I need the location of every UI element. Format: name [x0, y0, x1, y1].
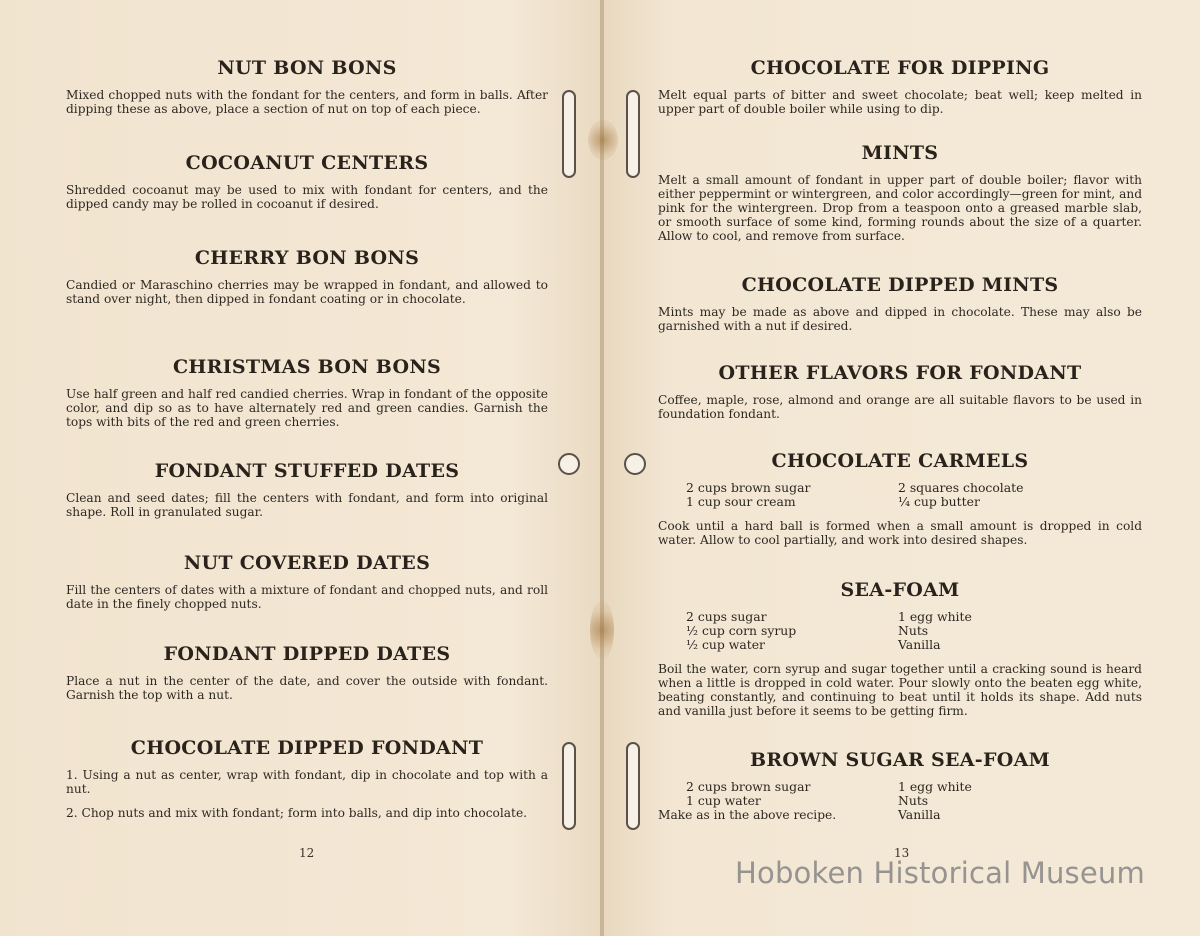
recipe-text: Mixed chopped nuts with the fondant for the centers, and form in balls. After dipping these as above, place a section of nut on top of each piece.: [66, 88, 548, 116]
ingredient: 2 squares chocolate: [898, 480, 1024, 495]
recipe-title: NUT COVERED DATES: [183, 552, 431, 574]
recipe-text: Fill the centers of dates with a mixture of fondant and chopped nuts, and roll date in the finely chopped nuts.: [66, 583, 548, 611]
watermark: Hoboken Historical Museum: [735, 856, 1145, 890]
recipe-title: CHERRY BON BONS: [194, 247, 420, 269]
page-number: 12: [299, 846, 315, 860]
recipe-chocolate-dipped-fondant: [66, 736, 548, 820]
recipe-nut-bon-bons: [66, 56, 548, 116]
recipe-title: SEA-FOAM: [840, 579, 960, 601]
recipe-cherry-bon-bons: [66, 246, 548, 306]
recipe-title: FONDANT DIPPED DATES: [163, 643, 451, 665]
recipe-sea-foam: [658, 578, 1142, 718]
binding-hole-icon: [626, 742, 640, 830]
recipe-chocolate-carmels: [658, 449, 1142, 547]
recipe-fondant-stuffed-dates: [66, 459, 548, 519]
recipe-chocolate-dipped-mints: [658, 273, 1142, 333]
page-number: 13: [894, 846, 910, 860]
binding-hole-icon: [562, 90, 576, 178]
binding-hole-icon: [624, 453, 646, 475]
recipe-mints: [658, 141, 1142, 243]
recipe-text: Boil the water, corn syrup and sugar together until a cracking sound is heard when a little is dropped in cold water. Pour slowly onto the beaten egg white, beating constantly, and continuing to beat until it holds its shape. Add nuts and vanilla just before it seems to be getting firm.: [658, 662, 1142, 718]
ingredient-list: [658, 610, 1142, 652]
recipe-text: Melt equal parts of bitter and sweet chocolate; beat well; keep melted in upper part of double boiler while using to dip.: [658, 88, 1142, 116]
ingredient: 1 cup water: [686, 793, 761, 808]
ingredient: Vanilla: [898, 807, 941, 822]
recipe-title: CHOCOLATE DIPPED MINTS: [741, 274, 1059, 296]
recipe-text: Shredded cocoanut may be used to mix with fondant for centers, and the dipped candy may be rolled in cocoanut if desired.: [66, 183, 548, 211]
recipe-text: Place a nut in the center of the date, and cover the outside with fondant. Garnish the top with a nut.: [66, 674, 548, 702]
recipe-fondant-dipped-dates: [66, 642, 548, 702]
recipe-text: 2. Chop nuts and mix with fondant; form into balls, and dip into chocolate.: [66, 806, 528, 820]
ingredient: 1 egg white: [898, 779, 972, 794]
recipe-title: OTHER FLAVORS FOR FONDANT: [718, 362, 1082, 384]
recipe-title: FONDANT STUFFED DATES: [154, 460, 460, 482]
ingredient: 2 cups sugar: [686, 609, 767, 624]
binding-hole-icon: [626, 90, 640, 178]
binding-hole-icon: [558, 453, 580, 475]
recipe-title: MINTS: [861, 142, 939, 164]
recipe-christmas-bon-bons: [66, 355, 548, 429]
recipe-title: CHRISTMAS BON BONS: [172, 356, 442, 378]
recipe-other-flavors: [658, 361, 1142, 421]
ingredient: Nuts: [898, 623, 929, 638]
recipe-text: Melt a small amount of fondant in upper part of double boiler; flavor with either peppermint or wintergreen, and color accordingly—green for mint, and pink for the wintergreen. Drop from a teaspoon onto a greased marble slab, or smooth surface of some kind, forming rounds about the size of a quarter. Allow to cool, and remove from surface.: [658, 173, 1142, 243]
recipe-title: CHOCOLATE DIPPED FONDANT: [130, 737, 484, 759]
recipe-text: Coffee, maple, rose, almond and orange are all suitable flavors to be used in foundation fondant.: [658, 393, 1142, 421]
recipe-title: CHOCOLATE FOR DIPPING: [750, 57, 1050, 79]
recipe-title: COCOANUT CENTERS: [185, 152, 429, 174]
ingredient: 1 cup sour cream: [686, 494, 796, 509]
ingredient: ½ cup corn syrup: [686, 623, 797, 638]
recipe-title: BROWN SUGAR SEA-FOAM: [749, 749, 1051, 771]
rust-stain: [588, 120, 618, 160]
recipe-text: Make as in the above recipe.: [658, 808, 837, 822]
recipe-text: Cook until a hard ball is formed when a small amount is dropped in cold water. Allow to cool partially, and work into desired shapes.: [658, 519, 1142, 547]
recipe-brown-sugar-sea-foam: [658, 748, 1142, 822]
recipe-chocolate-for-dipping: [658, 56, 1142, 116]
recipe-text: Candied or Maraschino cherries may be wrapped in fondant, and allowed to stand over night, then dipped in fondant coating or in chocolate.: [66, 278, 548, 306]
recipe-title: CHOCOLATE CARMELS: [771, 450, 1029, 472]
ingredient-list: [658, 481, 1142, 509]
ingredient: 1 egg white: [898, 609, 972, 624]
recipe-text: 1. Using a nut as center, wrap with fondant, dip in chocolate and top with a nut.: [66, 768, 548, 796]
ingredient: 2 cups brown sugar: [686, 779, 811, 794]
rust-stain: [590, 600, 614, 660]
recipe-title: NUT BON BONS: [217, 57, 397, 79]
recipe-nut-covered-dates: [66, 551, 548, 611]
recipe-cocoanut-centers: [66, 151, 548, 211]
recipe-text: Clean and seed dates; fill the centers with fondant, and form into original shape. Roll in granulated sugar.: [66, 491, 548, 519]
recipe-text: Use half green and half red candied cherries. Wrap in fondant of the opposite color, and dip so as to have alternately red and green candies. Garnish the tops with bits of the red and green cherries.: [66, 387, 548, 429]
ingredient: 2 cups brown sugar: [686, 480, 811, 495]
recipe-text: Mints may be made as above and dipped in chocolate. These may also be garnished with a nut if desired.: [658, 305, 1142, 333]
ingredient: Vanilla: [898, 637, 941, 652]
ingredient: Nuts: [898, 793, 929, 808]
ingredient: ¼ cup butter: [898, 494, 980, 509]
ingredient: ½ cup water: [686, 637, 765, 652]
binding-hole-icon: [562, 742, 576, 830]
